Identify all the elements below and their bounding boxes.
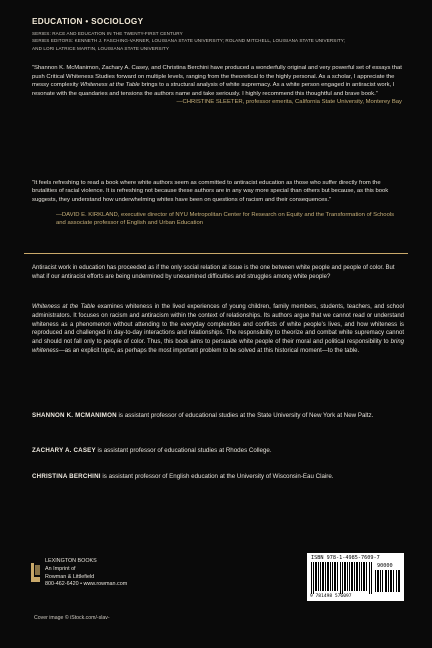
- category-heading: EDUCATION • SOCIOLOGY: [32, 17, 144, 26]
- series-line: AND LORI LATRICE MARTIN, LOUISIANA STATE UNIVERSITY: [32, 45, 169, 51]
- quote-text: “It feels refreshing to read a book where white authors seem as committed to antiracist education as those who suffer directly from the brutalities of racial violence. It is refreshing not because these authors are in any way more special than others but because, as this book suggests, they understand how underwhelming whites have been on questions of racism and their consequences.”: [32, 179, 389, 204]
- book-title: Whiteness at the Table: [32, 304, 96, 310]
- isbn-text: ISBN 978-1-4985-7609-7: [311, 555, 380, 561]
- description-paragraph-2: Whiteness at the Table examines whiteness in the lived experiences of young children, family members, students, teachers, and school administrators. It focuses on racism and antiracism within the context of relationships. Its authors argue that we cannot read or understand whiteness as a phenomenon without attending to the everyday complexities and conflicts of white people’s lives, and how whiteness is reproduced and challenged in day-to-day interactions and relationships. The responsibility to theorize and combat white supremacy cannot and should not fall only to people of color. Thus, this book aims to persuade white people of their moral and political responsibility to bring whiteness—as an explicit topic, as perhaps the most important problem to be solved at this historical moment—to the table.: [32, 304, 404, 354]
- publisher-line: An Imprint of: [45, 565, 76, 572]
- praise-quote-sleeter: [32, 64, 402, 107]
- series-line: SERIES: RACE AND EDUCATION IN THE TWENTY-FIRST CENTURY: [32, 31, 183, 36]
- price-code: 90000: [377, 563, 393, 569]
- description-paragraph-1: Antiracist work in education has proceeded as if the only social relation at issue is the one between white people and people of color. But what if our antiracist efforts are being undermined by unexamined difficulties and struggles among white people?: [32, 265, 395, 280]
- series-info: [32, 30, 412, 52]
- section-divider: [24, 253, 408, 254]
- isbn-barcode: [307, 553, 404, 601]
- author-name: SHANNON K. MCMANIMON: [32, 412, 117, 419]
- quote-text: “Shannon K. McManimon, Zachary A. Casey, and Christina Berchini have produced a wonderfully original and very powerful set of essays that push Critical Whiteness Studies forward on multiple levels, ranging from the theoretical to the highly personal. As a scholar, I appreciate the messy complexity Whiteness at the Table brings to a structural analysis of white supremacy. As a white person engaged in antiracist work, I resonate with the quandaries and tensions the authors name and take seriously. I highly recommend this thoughtful and brave book.”: [32, 65, 402, 97]
- cover-image-credit: Cover image © iStock.com/-slav-: [34, 615, 110, 621]
- publisher-contact: 800-462-6420 • www.rowman.com: [45, 581, 128, 588]
- emphasis: bring whiteness: [32, 339, 404, 354]
- book-title: Whiteness at the Table: [80, 82, 140, 89]
- author-name: CHRISTINA BERCHINI: [32, 473, 101, 480]
- publisher-line: Rowman & Littlefield: [45, 573, 95, 580]
- author-bio-casey: ZACHARY A. CASEY is assistant professor of educational studies at Rhodes College.: [32, 447, 272, 454]
- barcode-bars-icon: [311, 562, 373, 594]
- series-line: SERIES EDITORS: KENNETH J. FASCHING-VARNER, LOUISIANA STATE UNIVERSITY; ROLAND MITCHELL, LOUISIANA STATE UNIVERSITY;: [32, 38, 345, 44]
- praise-quote-kirkland: [32, 173, 402, 234]
- author-bio-berchini: CHRISTINA BERCHINI is assistant professor of English education at the University of Wisconsin-Eau Claire.: [32, 473, 334, 480]
- price-barcode-icon: [375, 570, 401, 592]
- author-name: ZACHARY A. CASEY: [32, 447, 96, 454]
- quote-attribution: —DAVID E. KIRKLAND, executive director of NYU Metropolitan Center for Research on Equity and the Transformation of Schools and associate professor of English and Urban Education: [56, 211, 395, 227]
- publisher-info: [45, 558, 127, 589]
- author-bio-mcmanimon: SHANNON K. MCMANIMON is assistant professor of educational studies at the State University of New York at New Paltz.: [32, 412, 374, 419]
- quote-attribution: —CHRISTINE SLEETER, professor emerita, California State University, Monterey Bay: [176, 99, 402, 106]
- publisher-logo-icon: [30, 562, 41, 583]
- barcode-digits: 9 781498 576097: [310, 594, 352, 599]
- publisher-name: LEXINGTON BOOKS: [45, 558, 97, 564]
